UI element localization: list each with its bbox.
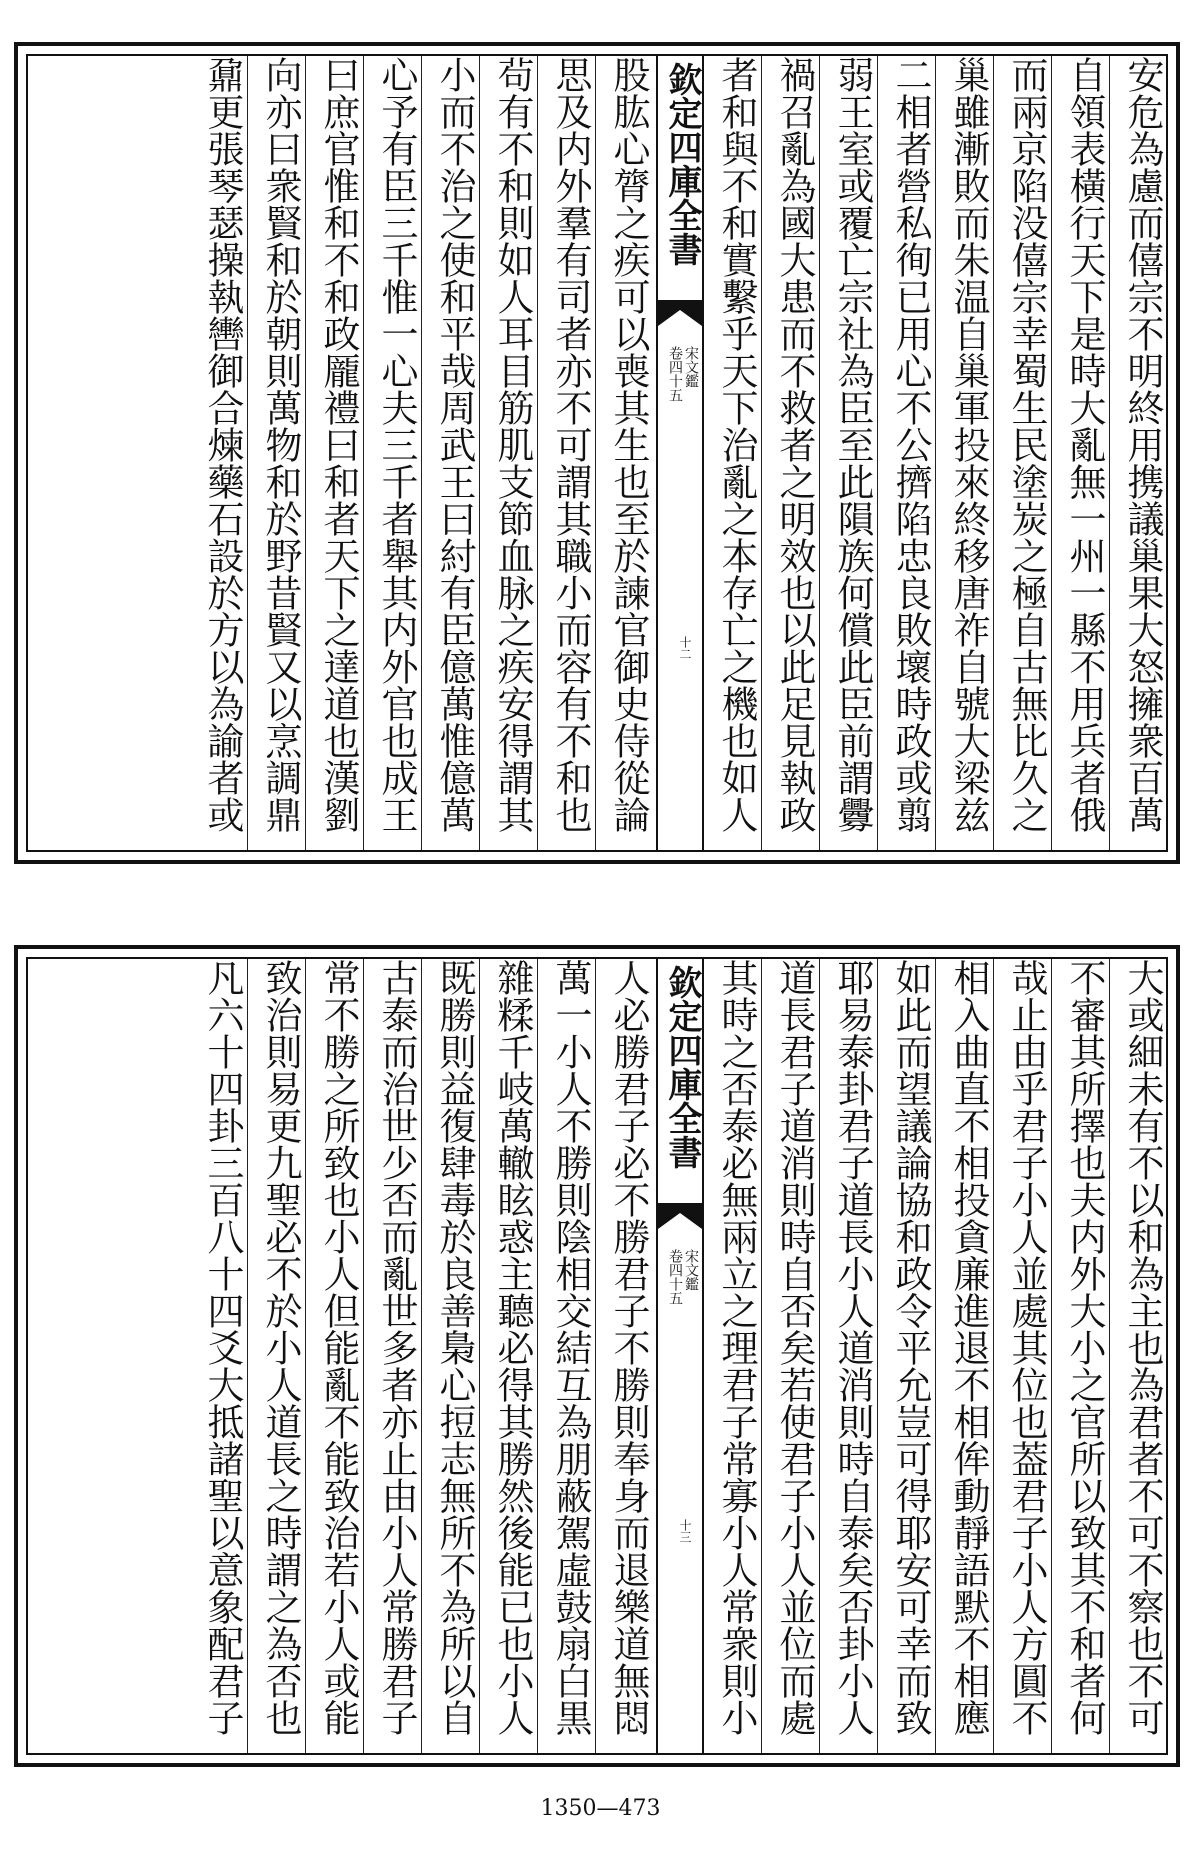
column-rule bbox=[1109, 56, 1110, 850]
column-rule bbox=[305, 959, 306, 1753]
text-column: 者和與不和實繫乎天下治亂之本存亡之機也如人 bbox=[715, 56, 758, 833]
gutter-page-number: 十二 bbox=[678, 636, 692, 660]
text-column: 弱王室或覆亡宗社為臣至此隕族何償此臣前謂釁 bbox=[831, 56, 874, 833]
column-rule bbox=[1109, 959, 1110, 1753]
text-column: 曰庶官惟和不和政龎禮曰和者天下之達道也漢劉 bbox=[317, 56, 360, 833]
text-column: 向亦曰衆賢和於朝則萬物和於野昔賢又以烹調鼎 bbox=[259, 56, 302, 833]
column-rule bbox=[1051, 56, 1052, 850]
column-rule bbox=[819, 959, 820, 1753]
column-rule bbox=[993, 959, 994, 1753]
text-column: 安危為慮而僖宗不明終用携議巢果大怒擁衆百萬 bbox=[1121, 56, 1164, 833]
text-column: 耶易泰卦君子道長小人道消則時自泰矣否卦小人 bbox=[831, 959, 874, 1736]
text-column: 禍召亂為國大患而不救者之明效也以此足見執政 bbox=[773, 56, 816, 833]
column-rule bbox=[247, 959, 248, 1753]
text-column: 思及内外羣有司者亦不可謂其職小而容有不和也 bbox=[549, 56, 592, 833]
column-rule bbox=[247, 56, 248, 850]
top-page bbox=[14, 42, 1180, 864]
text-column: 古泰而治世少否而亂世多者亦止由小人常勝君子 bbox=[375, 959, 418, 1736]
fish-tail-mark-icon bbox=[658, 1203, 702, 1229]
gutter-book: 宋文鑑 bbox=[683, 346, 699, 388]
column-rule bbox=[479, 959, 480, 1753]
column-rule bbox=[421, 56, 422, 850]
text-column: 鼐更張琴瑟操執轡御合煉藥石設於方以為諭者或 bbox=[201, 56, 244, 833]
text-column: 二相者營私徇已用心不公擠陷忠良敗壞時政或翦 bbox=[889, 56, 932, 833]
text-column: 心予有臣三千惟一心夫三千者舉其内外官也成王 bbox=[375, 56, 418, 833]
column-rule bbox=[305, 56, 306, 850]
text-column: 凡六十四卦三百八十四爻大抵諸聖以意象配君子 bbox=[201, 959, 244, 1736]
column-rule bbox=[595, 959, 596, 1753]
text-column: 小而不治之使和平哉周武王曰紂有臣億萬惟億萬 bbox=[433, 56, 476, 833]
gutter-book: 宋文鑑 bbox=[683, 1249, 699, 1291]
column-rule bbox=[1051, 959, 1052, 1753]
gutter-volume: 卷四十五 bbox=[667, 1249, 683, 1305]
gutter-title: 欽定四庫全書 bbox=[662, 62, 702, 266]
text-column: 巢雖漸敗而朱温自巢軍投來終移唐祚自號大梁兹 bbox=[947, 56, 990, 833]
column-rule bbox=[761, 959, 762, 1753]
column-rule bbox=[537, 959, 538, 1753]
gutter-book-volume bbox=[667, 346, 699, 402]
center-gutter bbox=[656, 56, 704, 850]
column-rule bbox=[479, 56, 480, 850]
column-rule bbox=[537, 56, 538, 850]
text-column: 哉止由乎君子小人並處其位也葢君子小人方圓不 bbox=[1005, 959, 1048, 1736]
text-column: 相入曲直不相投貪廉進退不相侔動靜語默不相應 bbox=[947, 959, 990, 1736]
column-rule bbox=[761, 56, 762, 850]
text-column: 常不勝之所致也小人但能亂不能致治若小人或能 bbox=[317, 959, 360, 1736]
bottom-page bbox=[14, 945, 1180, 1767]
column-rule bbox=[421, 959, 422, 1753]
column-rule bbox=[993, 56, 994, 850]
gutter-book-volume bbox=[667, 1249, 699, 1305]
column-rule bbox=[363, 959, 364, 1753]
center-gutter bbox=[656, 959, 704, 1753]
column-rule bbox=[935, 56, 936, 850]
column-rule bbox=[935, 959, 936, 1753]
fish-tail-mark-icon bbox=[658, 300, 702, 326]
text-column: 如此而望議論協和政令平允豈可得耶安可幸而致 bbox=[889, 959, 932, 1736]
column-rule bbox=[819, 56, 820, 850]
gutter-page-number: 十三 bbox=[678, 1519, 692, 1543]
text-column: 既勝則益復肆毒於良善梟心𢭃志無所不為所以自 bbox=[433, 959, 476, 1736]
text-column: 而兩京陷没僖宗幸蜀生民塗炭之極自古無比久之 bbox=[1005, 56, 1048, 833]
text-column: 大或細未有不以和為主也為君者不可不察也不可 bbox=[1121, 959, 1164, 1736]
text-column: 致治則易更九聖必不於小人道長之時謂之為否也 bbox=[259, 959, 302, 1736]
top-page-text-block bbox=[26, 54, 1168, 852]
bottom-page-text-block bbox=[26, 957, 1168, 1755]
text-column: 人必勝君子必不勝君子不勝則奉身而退樂道無悶 bbox=[607, 959, 650, 1736]
text-column: 股肱心膂之疾可以喪其生也至於諫官御史侍從論 bbox=[607, 56, 650, 833]
column-rule bbox=[595, 56, 596, 850]
text-column: 雜糅千岐萬轍眩惑主聽必得其勝然後能已也小人 bbox=[491, 959, 534, 1736]
column-rule bbox=[877, 56, 878, 850]
text-column: 茍有不和則如人耳目筋肌支節血脉之疾安得謂其 bbox=[491, 56, 534, 833]
gutter-title: 欽定四庫全書 bbox=[662, 965, 702, 1169]
footer-page-number: 1350—473 bbox=[540, 1796, 661, 1821]
text-column: 道長君子道消則時自否矣若使君子小人並位而處 bbox=[773, 959, 816, 1736]
text-column: 其時之否泰必無兩立之理君子常寡小人常衆則小 bbox=[715, 959, 758, 1736]
gutter-volume: 卷四十五 bbox=[667, 346, 683, 402]
text-column: 不審其所擇也夫内外大小之官所以致其不和者何 bbox=[1063, 959, 1106, 1736]
text-column: 萬一小人不勝則陰相交結互為朋蔽駕虛鼓扇白黒 bbox=[549, 959, 592, 1736]
text-column: 自領表橫行天下是時大亂無一州一縣不用兵者俄 bbox=[1063, 56, 1106, 833]
column-rule bbox=[877, 959, 878, 1753]
column-rule bbox=[363, 56, 364, 850]
